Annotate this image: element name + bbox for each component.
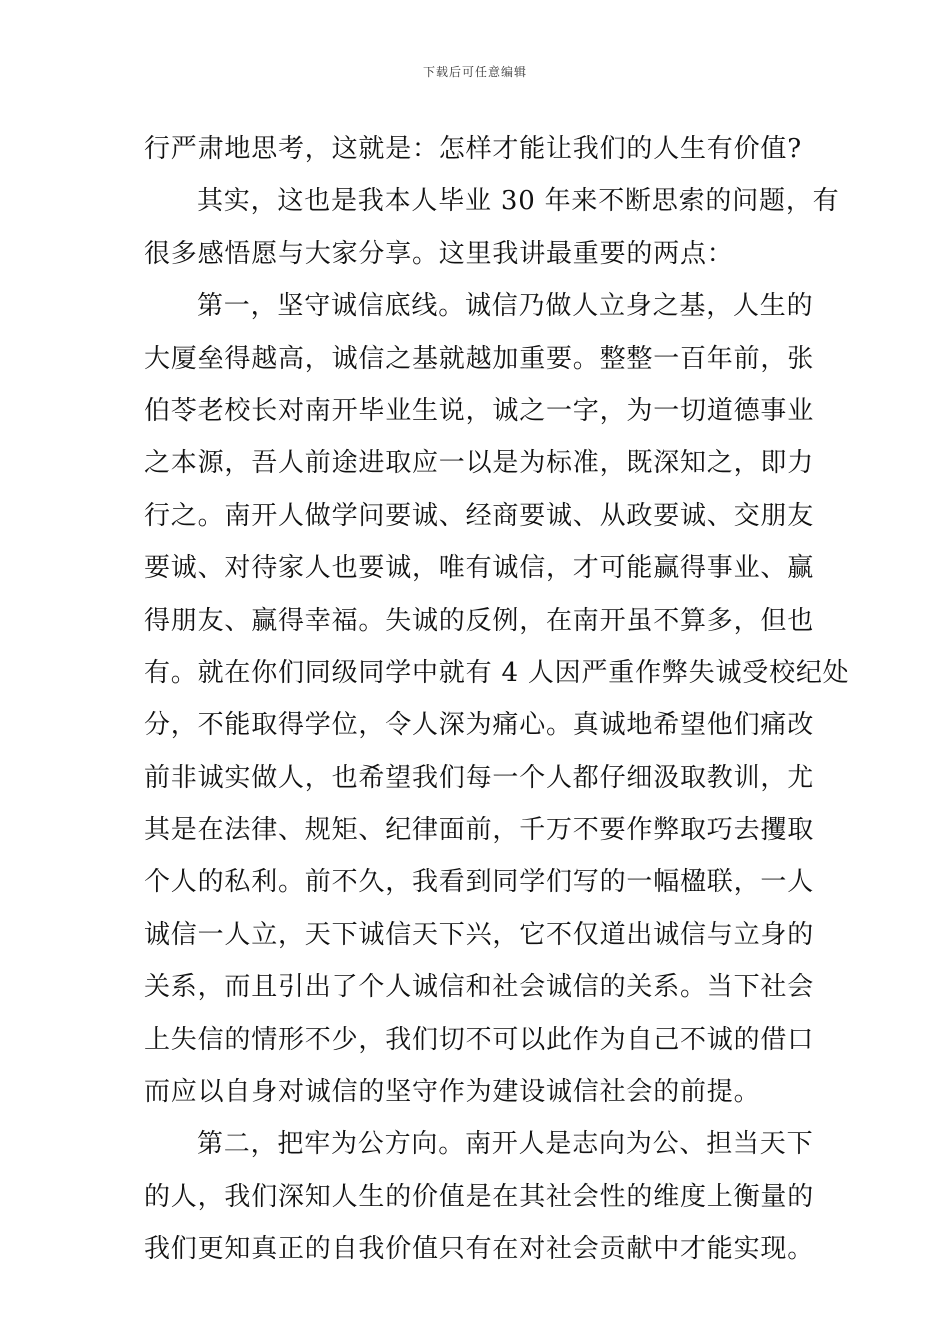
text-line: 前非诚实做人，也希望我们每一个人都仔细汲取教训，尤 bbox=[144, 762, 815, 793]
text-line: 关系，而且引出了个人诚信和社会诚信的关系。当下社会 bbox=[144, 972, 815, 1003]
paragraph-2 bbox=[144, 175, 840, 280]
text-line: 伯苓老校长对南开毕业生说，诚之一字，为一切道德事业 bbox=[144, 395, 815, 426]
text-line: 其实，这也是我本人毕业 30 年来不断思索的问题，有 bbox=[197, 186, 840, 217]
text-line: 得朋友、赢得幸福。失诚的反例，在南开虽不算多，但也 bbox=[144, 605, 815, 636]
page-header: 下载后可任意编辑 bbox=[422, 65, 527, 79]
text-line: 诚信一人立，天下诚信天下兴，它不仅道出诚信与立身的 bbox=[144, 919, 815, 950]
text-line: 要诚、对待家人也要诚，唯有诚信，才可能赢得事业、赢 bbox=[144, 553, 815, 584]
text-line: 之本源，吾人前途进取应一以是为标准，既深知之，即力 bbox=[144, 448, 815, 479]
document-body bbox=[144, 123, 850, 1276]
text-line: 大厦垒得越高，诚信之基就越加重要。整整一百年前，张 bbox=[144, 343, 815, 374]
text-line: 分，不能取得学位，令人深为痛心。真诚地希望他们痛改 bbox=[144, 710, 815, 741]
text-line: 第二，把牢为公方向。南开人是志向为公、担当天下 bbox=[197, 1129, 814, 1160]
paragraph-4 bbox=[144, 1118, 815, 1275]
text-line: 其是在法律、规矩、纪律面前，千万不要作弊取巧去攫取 bbox=[144, 815, 815, 846]
text-line: 个人的私利。前不久，我看到同学们写的一幅楹联，一人 bbox=[144, 867, 815, 898]
paragraph-3 bbox=[144, 280, 850, 1118]
text-line: 我们更知真正的自我价值只有在对社会贡献中才能实现。 bbox=[144, 1234, 815, 1265]
text-line: 上失信的情形不少，我们切不可以此作为自己不诚的借口 bbox=[144, 1024, 815, 1055]
text-line: 的人，我们深知人生的价值是在其社会性的维度上衡量的 bbox=[144, 1181, 815, 1212]
paragraph-1 bbox=[144, 123, 808, 175]
text-line: 行之。南开人做学问要诚、经商要诚、从政要诚、交朋友 bbox=[144, 500, 815, 531]
text-line: 有。就在你们同级同学中就有 4 人因严重作弊失诚受校纪处 bbox=[144, 657, 850, 688]
text-line: 行严肃地思考，这就是：怎样才能让我们的人生有价值? bbox=[144, 134, 802, 164]
text-line: 第一，坚守诚信底线。诚信乃做人立身之基，人生的 bbox=[197, 291, 814, 322]
text-line: 很多感悟愿与大家分享。这里我讲最重要的两点： bbox=[144, 238, 734, 269]
text-line: 而应以自身对诚信的坚守作为建设诚信社会的前提。 bbox=[144, 1077, 761, 1108]
